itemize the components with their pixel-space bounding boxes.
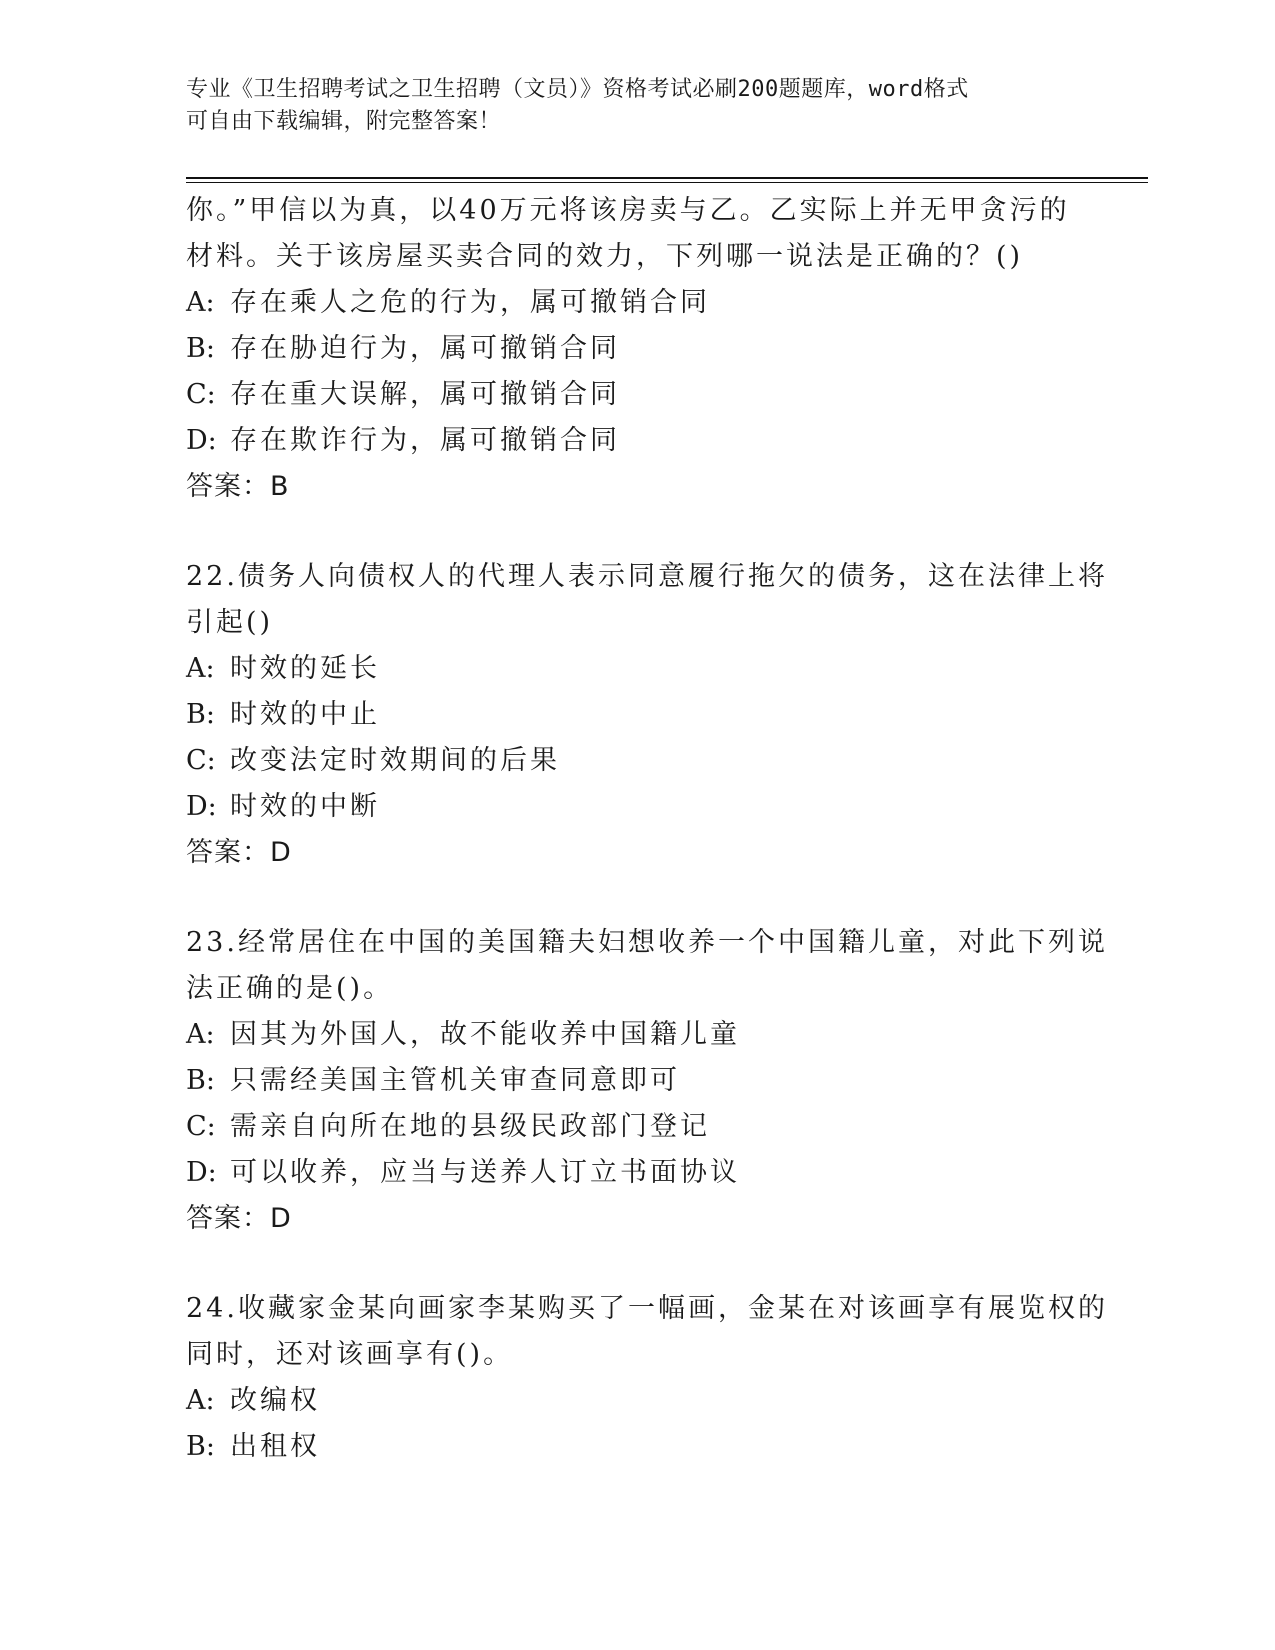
option-d <box>186 784 1126 830</box>
option-text: 需亲自向所在地的县级民政部门登记 <box>230 1111 710 1142</box>
question-spacer <box>186 876 1126 920</box>
option-text: 因其为外国人，故不能收养中国籍儿童 <box>230 1019 740 1050</box>
option-key: B: <box>186 1065 215 1096</box>
option-key: B: <box>186 699 215 730</box>
option-key: A: <box>186 287 215 318</box>
option-text: 存在胁迫行为，属可撤销合同 <box>230 333 620 364</box>
question-content <box>186 188 1126 1470</box>
question-block <box>186 188 1126 510</box>
option-text: 时效的中断 <box>230 791 380 822</box>
question-stem-line: 24.收藏家金某向画家李某购买了一幅画，金某在对该画享有展览权的 <box>186 1293 1108 1324</box>
option-text: 出租权 <box>230 1431 320 1462</box>
question-spacer <box>186 1242 1126 1286</box>
answer-line: 答案：D <box>186 837 292 868</box>
question-stem-line: 材料。关于该房屋买卖合同的效力，下列哪一说法是正确的？() <box>186 241 1024 272</box>
header-divider-thin <box>186 182 1148 183</box>
question-stem-line: 同时，还对该画享有()。 <box>186 1339 514 1370</box>
option-a <box>186 1012 1126 1058</box>
option-text: 时效的延长 <box>230 653 380 684</box>
header-divider-thick <box>186 177 1148 179</box>
option-key: C: <box>186 379 216 410</box>
option-key: D: <box>186 425 217 456</box>
option-key: B: <box>186 1431 215 1462</box>
option-key: A: <box>186 1019 215 1050</box>
option-key: A: <box>186 1385 215 1416</box>
option-c <box>186 738 1126 784</box>
header-line-2: 可自由下载编辑，附完整答案！ <box>186 109 502 134</box>
option-key: C: <box>186 745 216 776</box>
question-block <box>186 1286 1126 1470</box>
option-text: 改编权 <box>230 1385 320 1416</box>
question-stem-line: 23.经常居住在中国的美国籍夫妇想收养一个中国籍儿童，对此下列说 <box>186 927 1108 958</box>
option-text: 存在欺诈行为，属可撤销合同 <box>230 425 620 456</box>
option-b <box>186 1058 1126 1104</box>
question-stem-line: 引起() <box>186 607 274 638</box>
question-stem-line: 法正确的是()。 <box>186 973 394 1004</box>
question-block <box>186 920 1126 1242</box>
option-text: 存在重大误解，属可撤销合同 <box>230 379 620 410</box>
option-key: D: <box>186 1157 217 1188</box>
page-header <box>186 74 1086 138</box>
option-a <box>186 646 1126 692</box>
option-text: 可以收养，应当与送养人订立书面协议 <box>230 1157 740 1188</box>
option-d <box>186 1150 1126 1196</box>
question-stem-line: 22.债务人向债权人的代理人表示同意履行拖欠的债务，这在法律上将 <box>186 561 1108 592</box>
option-text: 改变法定时效期间的后果 <box>230 745 560 776</box>
answer-line: 答案：D <box>186 1203 292 1234</box>
option-a <box>186 1378 1126 1424</box>
option-d <box>186 418 1126 464</box>
option-b <box>186 692 1126 738</box>
option-text: 只需经美国主管机关审查同意即可 <box>230 1065 680 1096</box>
question-block <box>186 554 1126 876</box>
question-spacer <box>186 510 1126 554</box>
question-stem-line: 你。”甲信以为真，以40万元将该房卖与乙。乙实际上并无甲贪污的 <box>186 195 1070 226</box>
option-key: D: <box>186 791 217 822</box>
answer-line: 答案：B <box>186 471 290 502</box>
option-text: 时效的中止 <box>230 699 380 730</box>
option-text: 存在乘人之危的行为，属可撤销合同 <box>230 287 710 318</box>
option-c <box>186 1104 1126 1150</box>
option-a <box>186 280 1126 326</box>
option-b <box>186 1424 1126 1470</box>
option-c <box>186 372 1126 418</box>
option-key: C: <box>186 1111 216 1142</box>
option-key: B: <box>186 333 215 364</box>
header-line-1: 专业《卫生招聘考试之卫生招聘（文员）》资格考试必刷200题题库，word格式 <box>186 77 969 102</box>
option-key: A: <box>186 653 215 684</box>
option-b <box>186 326 1126 372</box>
